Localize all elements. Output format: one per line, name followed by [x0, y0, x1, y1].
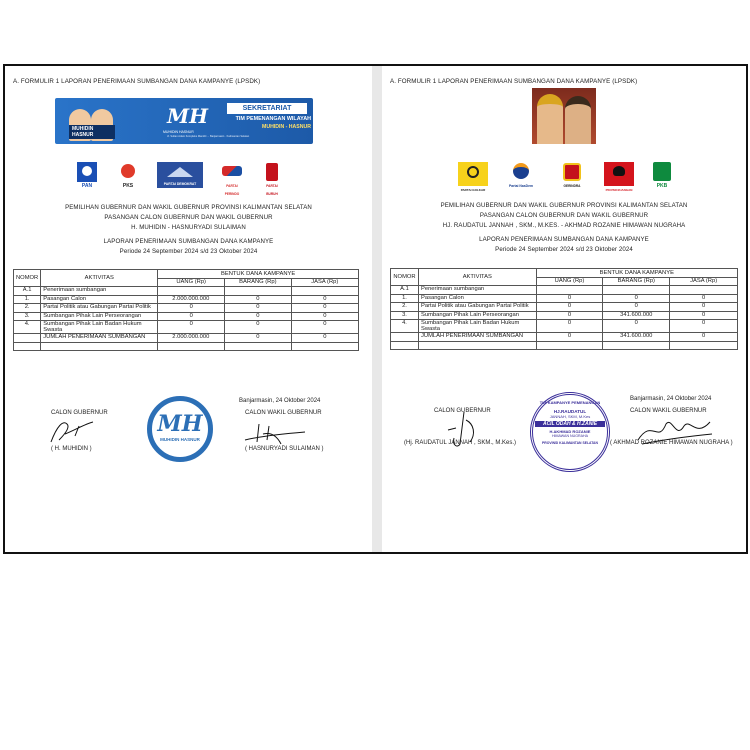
party-logos [382, 162, 746, 192]
sig-role-vice: CALON WAKIL GUBERNUR [630, 408, 707, 414]
report-title: LAPORAN PENERIMAAN SUMBANGAN DANA KAMPANYE [103, 238, 274, 245]
place-date: Banjarmasin, 24 Oktober 2024 [239, 398, 321, 404]
th-barang: BARANG (Rp) [603, 277, 670, 286]
table-row: 2. Partai Politik atau Gabungan Partai Politik 0 0 0 [14, 304, 359, 313]
table-row: A.1 Penerimaan sumbangan [391, 286, 738, 295]
th-barang: BARANG (Rp) [225, 278, 292, 287]
pdip-logo: PDI PERJUANGAN [604, 162, 634, 192]
heading-election: PEMILIHAN GUBERNUR DAN WAKIL GUBERNUR PROVINSI KALIMANTAN SELATAN [440, 202, 688, 209]
heading-pair: PASANGAN CALON GUBERNUR DAN WAKIL GUBERNUR [479, 212, 649, 219]
candidate-names: H. MUHIDIN - HASNURYADI SULAIMAN [131, 224, 246, 231]
table-row: A.1 Penerimaan sumbangan [14, 287, 359, 296]
table-row: 1. Pasangan Calon 2.000.000.000 0 0 [14, 295, 359, 304]
table-row: 3. Sumbangan Pihak Lain Perseorangan 0 0 0 [14, 312, 359, 321]
gerindra-logo: GERINDRA [560, 162, 584, 192]
candidate-names: HJ. RAUDATUL JANNAH , SKM., M.KES. - AKHMAD ROZANIE HIMAWAN NUGRAHA [442, 222, 686, 229]
heading-pair: PASANGAN CALON GUBERNUR DAN WAKIL GUBERNUR [104, 214, 273, 221]
table-row-total: JUMLAH PENERIMAAN SUMBANGAN 0 341.600.000 0 [391, 333, 738, 342]
mh-logo-subtitle: MUHIDIN HASNUR [163, 130, 194, 134]
sig-role-vice: CALON WAKIL GUBERNUR [245, 410, 322, 416]
sig-name-vice: ( HASNURYADI SULAIMAN ) [245, 446, 324, 452]
buruh-logo: PARTAI BURUH [261, 162, 283, 192]
page-gap [372, 66, 382, 552]
table-row: 2. Partai Politik atau Gabungan Partai Politik 0 0 0 [391, 303, 738, 312]
place-date: Banjarmasin, 24 Oktober 2024 [630, 396, 712, 402]
report-period: Periode 24 September 2024 s/d 23 Oktober 2024 [119, 248, 258, 255]
th-bentuk: BENTUK DANA KAMPANYE [536, 269, 737, 278]
nasdem-logo: Partai NasDem [504, 162, 538, 192]
table-row-empty [391, 341, 738, 350]
th-aktivitas: AKTIVITAS [418, 269, 536, 286]
sig-name-governor: (Hj. RAUDATUL JANNAH , SKM., M.Kes.) [404, 440, 517, 446]
perindo-logo: PARTAI PERINDO [219, 162, 245, 192]
th-uang: UANG (Rp) [158, 278, 225, 287]
document-frame [3, 64, 748, 554]
table-row: 3. Sumbangan Pihak Lain Perseorangan 0 341.600.000 0 [391, 311, 738, 320]
th-uang: UANG (Rp) [536, 277, 603, 286]
pan-logo: PAN [77, 162, 97, 192]
banner-address: Jl. Sultan Adam Kompleks Mandiri ... Banjarmasin · Kalimantan Selatan [167, 135, 250, 138]
form-title: A. FORMULIR 1 LAPORAN PENERIMAAN SUMBANGAN DANA KAMPANYE (LPSDK) [390, 78, 638, 85]
campaign-stamp: TIM KAMPANYE PEMENANGAN HJ.RAUDATUL JANNAH, SKM, M.Kes ACIL ODAH & H.ZANIE H.AKHMAD ROZANIE HIMAWAN NUGRAHA PROVINSI KALIMANTAN SELATAN [530, 392, 610, 472]
campaign-stamp: MH MUHIDIN HASNUR [147, 396, 213, 462]
sig-role-governor: CALON GUBERNUR [51, 410, 108, 416]
th-bentuk: BENTUK DANA KAMPANYE [158, 270, 359, 279]
mh-logo: MH [167, 104, 209, 128]
golkar-logo: PARTAI GOLKAR [458, 162, 488, 192]
form-title: A. FORMULIR 1 LAPORAN PENERIMAAN SUMBANGAN DANA KAMPANYE (LPSDK) [13, 78, 261, 85]
sig-name-governor: ( H. MUHIDIN ) [51, 446, 92, 452]
party-logos [5, 162, 372, 196]
th-nomor: NOMOR [14, 270, 41, 287]
contributions-table [13, 269, 359, 351]
table-row: 1. Pasangan Calon 0 0 0 [391, 294, 738, 303]
signature-governor [45, 416, 105, 446]
banner-tim: TIM PEMENANGAN WILAYAH [235, 116, 311, 122]
th-jasa: JASA (Rp) [291, 278, 358, 287]
contributions-table [390, 268, 738, 350]
th-nomor: NOMOR [391, 269, 419, 286]
pkb-logo: PKB [650, 162, 674, 192]
campaign-banner [55, 98, 313, 144]
table-row: 4. Sumbangan Pihak Lain Badan Hukum Swasta 0 0 0 [391, 320, 738, 333]
sig-role-governor: CALON GUBERNUR [434, 408, 491, 414]
report-period: Periode 24 September 2024 s/d 23 Oktober 2024 [495, 246, 633, 253]
table-row: 4. Sumbangan Pihak Lain Badan Hukum Swasta 0 0 0 [14, 321, 359, 334]
candidates-photo [532, 88, 596, 144]
report-title: LAPORAN PENERIMAAN SUMBANGAN DANA KAMPANYE [479, 236, 649, 243]
heading-election: PEMILIHAN GUBERNUR DAN WAKIL GUBERNUR PROVINSI KALIMANTAN SELATAN [65, 204, 312, 211]
banner-pair: MUHIDIN - HASNUR [262, 124, 311, 130]
signature-vice [241, 420, 311, 448]
sig-name-vice: ( AKHMAD ROZANIE HIMAWAN NUGRAHA ) [610, 440, 733, 446]
pks-logo: PKS [117, 162, 139, 192]
right-report [382, 66, 746, 552]
th-jasa: JASA (Rp) [670, 277, 738, 286]
candidates-photo: MUHIDIN HASNUR [63, 101, 115, 141]
table-row-empty [14, 342, 359, 351]
left-report [5, 66, 372, 552]
banner-sekretariat: SEKRETARIAT [227, 103, 307, 114]
demokrat-logo: PARTAI DEMOKRAT [157, 162, 203, 192]
th-aktivitas: AKTIVITAS [41, 270, 158, 287]
table-row-total: JUMLAH PENERIMAAN SUMBANGAN 2.000.000.000 0 0 [14, 334, 359, 343]
